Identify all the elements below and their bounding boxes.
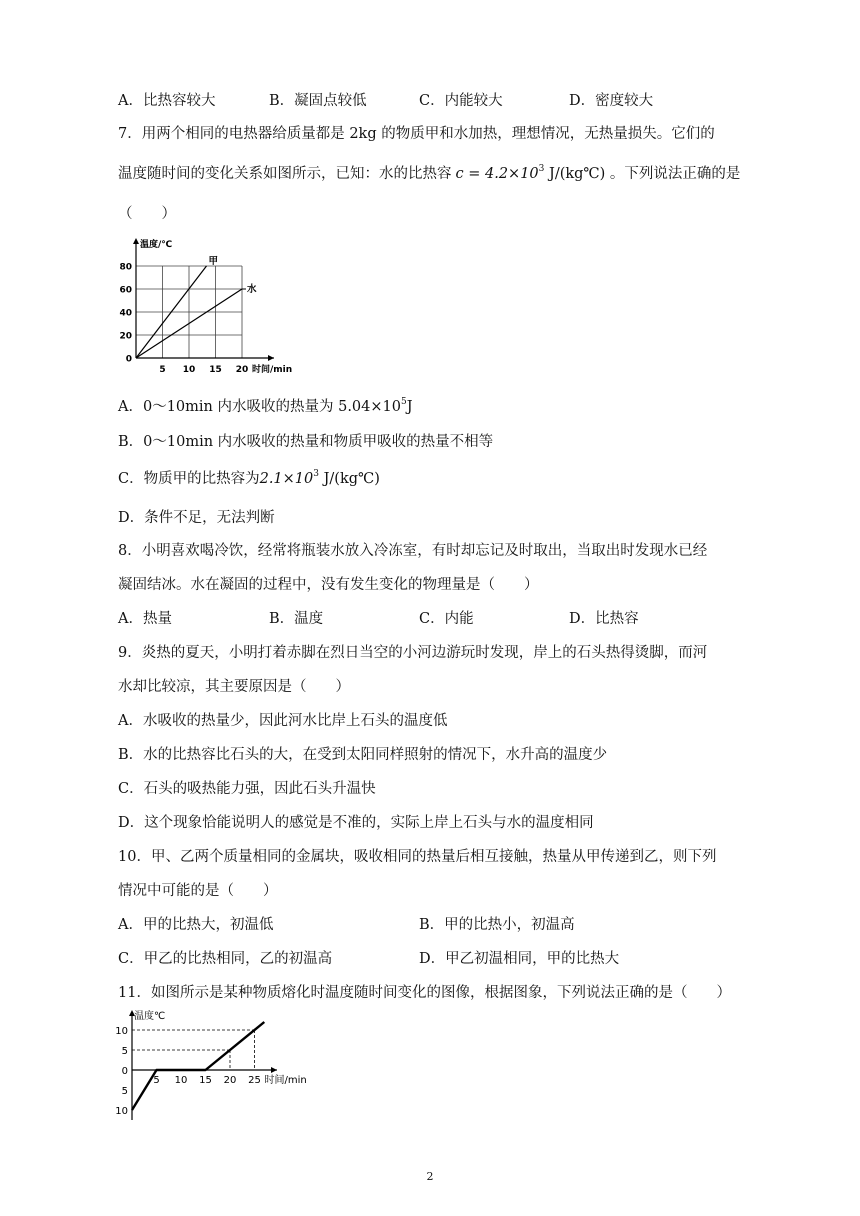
- q7-option-c: C．物质甲的比热容为$2.1\times 10^3$ J/(kg℃): [118, 469, 380, 487]
- melting-curve: [132, 1022, 264, 1110]
- page-number: 2: [426, 1170, 434, 1183]
- x-tick-label: 15: [199, 1075, 212, 1086]
- y-axis-arrow: [133, 238, 139, 244]
- y-tick-label: 10: [115, 1026, 128, 1037]
- q8-stem-line2: 凝固结冰。水在凝固的过程中，没有发生变化的物理量是（ ）: [118, 577, 539, 593]
- x-tick-label: 5: [153, 1075, 160, 1086]
- q6-option-c: C．内能较大: [419, 93, 503, 109]
- q9-option-b: B．水的比热容比石头的大，在受到太阳同样照射的情况下，水升高的温度少: [118, 747, 608, 763]
- x-tick-label: 15: [209, 365, 222, 375]
- y-axis-label: 温度℃: [134, 1011, 166, 1022]
- q11-melting-curve-chart: [112, 1008, 322, 1123]
- q9-stem-line1: 9．炎热的夏天，小明打着赤脚在烈日当空的小河边游玩时发现，岸上的石头热得烫脚，而河: [118, 645, 708, 661]
- y-tick-label: 0: [125, 354, 132, 365]
- x-axis-label: 时间/min: [264, 1075, 307, 1086]
- q7-stem-line1: 7．用两个相同的电热器给质量都是 2kg 的物质甲和水加热，理想情况，无热量损失。它们的: [118, 126, 715, 142]
- q10-option-c: C．甲乙的比热相同，乙的初温高: [118, 951, 333, 967]
- x-axis-label: 时间/min: [252, 365, 293, 375]
- q10-stem-line1: 10．甲、乙两个质量相同的金属块，吸收相同的热量后相互接触，热量从甲传递到乙，则下列: [118, 849, 717, 865]
- y-tick-label: 60: [119, 285, 132, 296]
- q8-stem-line1: 8．小明喜欢喝冷饮，经常将瓶装水放入冷冻室，有时却忘记及时取出，当取出时发现水已经: [118, 543, 708, 559]
- y-tick-label: 5: [121, 1046, 128, 1057]
- y-tick-label: 10: [115, 1106, 128, 1117]
- q10-stem-line2: 情况中可能的是（ ）: [118, 883, 278, 899]
- x-tick-label: 25: [248, 1075, 261, 1086]
- y-tick-label: 20: [119, 331, 132, 342]
- x-axis-arrow: [271, 1067, 277, 1073]
- q6-option-d: D．密度较大: [569, 93, 654, 109]
- q10-option-b: B．甲的比热小，初温高: [419, 917, 575, 933]
- q7-stem-line2: 温度随时间的变化关系如图所示，已知：水的比热容 $c = 4.2\times 10^3$ J/(kg℃) 。下列说法正确的是: [118, 164, 741, 182]
- q8-option-d: D．比热容: [569, 611, 639, 627]
- q9-option-d: D．这个现象恰能说明人的感觉是不准的，实际上岸上石头与水的温度相同: [118, 815, 594, 831]
- q7-answer-bracket: （ ）: [118, 206, 176, 222]
- x-tick-label: 5: [159, 365, 166, 375]
- q7-option-d: D．条件不足，无法判断: [118, 510, 275, 526]
- x-axis-arrow: [268, 355, 274, 361]
- q9-option-c: C．石头的吸热能力强，因此石头升温快: [118, 781, 376, 797]
- x-tick-label: 20: [235, 365, 249, 375]
- q6-option-b: B．凝固点较低: [269, 93, 367, 109]
- x-tick-label: 10: [182, 365, 196, 375]
- q6-option-a: A．比热容较大: [118, 93, 216, 109]
- q9-option-a: A．水吸收的热量少，因此河水比岸上石头的温度低: [118, 713, 448, 729]
- q9-stem-line2: 水却比较凉，其主要原因是（ ）: [118, 679, 350, 695]
- y-axis-label: 温度/℃: [140, 240, 173, 250]
- q7-option-b: B．0～10min 内水吸收的热量和物质甲吸收的热量不相等: [118, 434, 494, 450]
- q7-option-a: A．0～10min 内水吸收的热量为 $5.04\times 10^5J$: [118, 397, 413, 415]
- q8-option-b: B．温度: [269, 611, 324, 627]
- x-tick-label: 20: [223, 1075, 237, 1086]
- q7-temperature-time-chart: [112, 234, 312, 379]
- y-tick-label: 5: [121, 1086, 128, 1097]
- q10-option-d: D．甲乙初温相同，甲的比热大: [419, 951, 620, 967]
- q10-option-a: A．甲的比热大，初温低: [118, 917, 274, 933]
- q11-stem-line1: 11．如图所示是某种物质熔化时温度随时间变化的图像，根据图象，下列说法正确的是（ ）: [118, 985, 731, 1001]
- series-label-jia: 甲: [208, 256, 219, 267]
- series-label-water: 水: [247, 284, 257, 295]
- y-tick-label: 0: [121, 1066, 128, 1077]
- y-tick-label: 40: [119, 308, 132, 319]
- q8-option-a: A．热量: [118, 611, 172, 627]
- y-tick-label: 80: [119, 262, 132, 273]
- q8-option-c: C．内能: [419, 611, 474, 627]
- x-tick-label: 10: [174, 1075, 188, 1086]
